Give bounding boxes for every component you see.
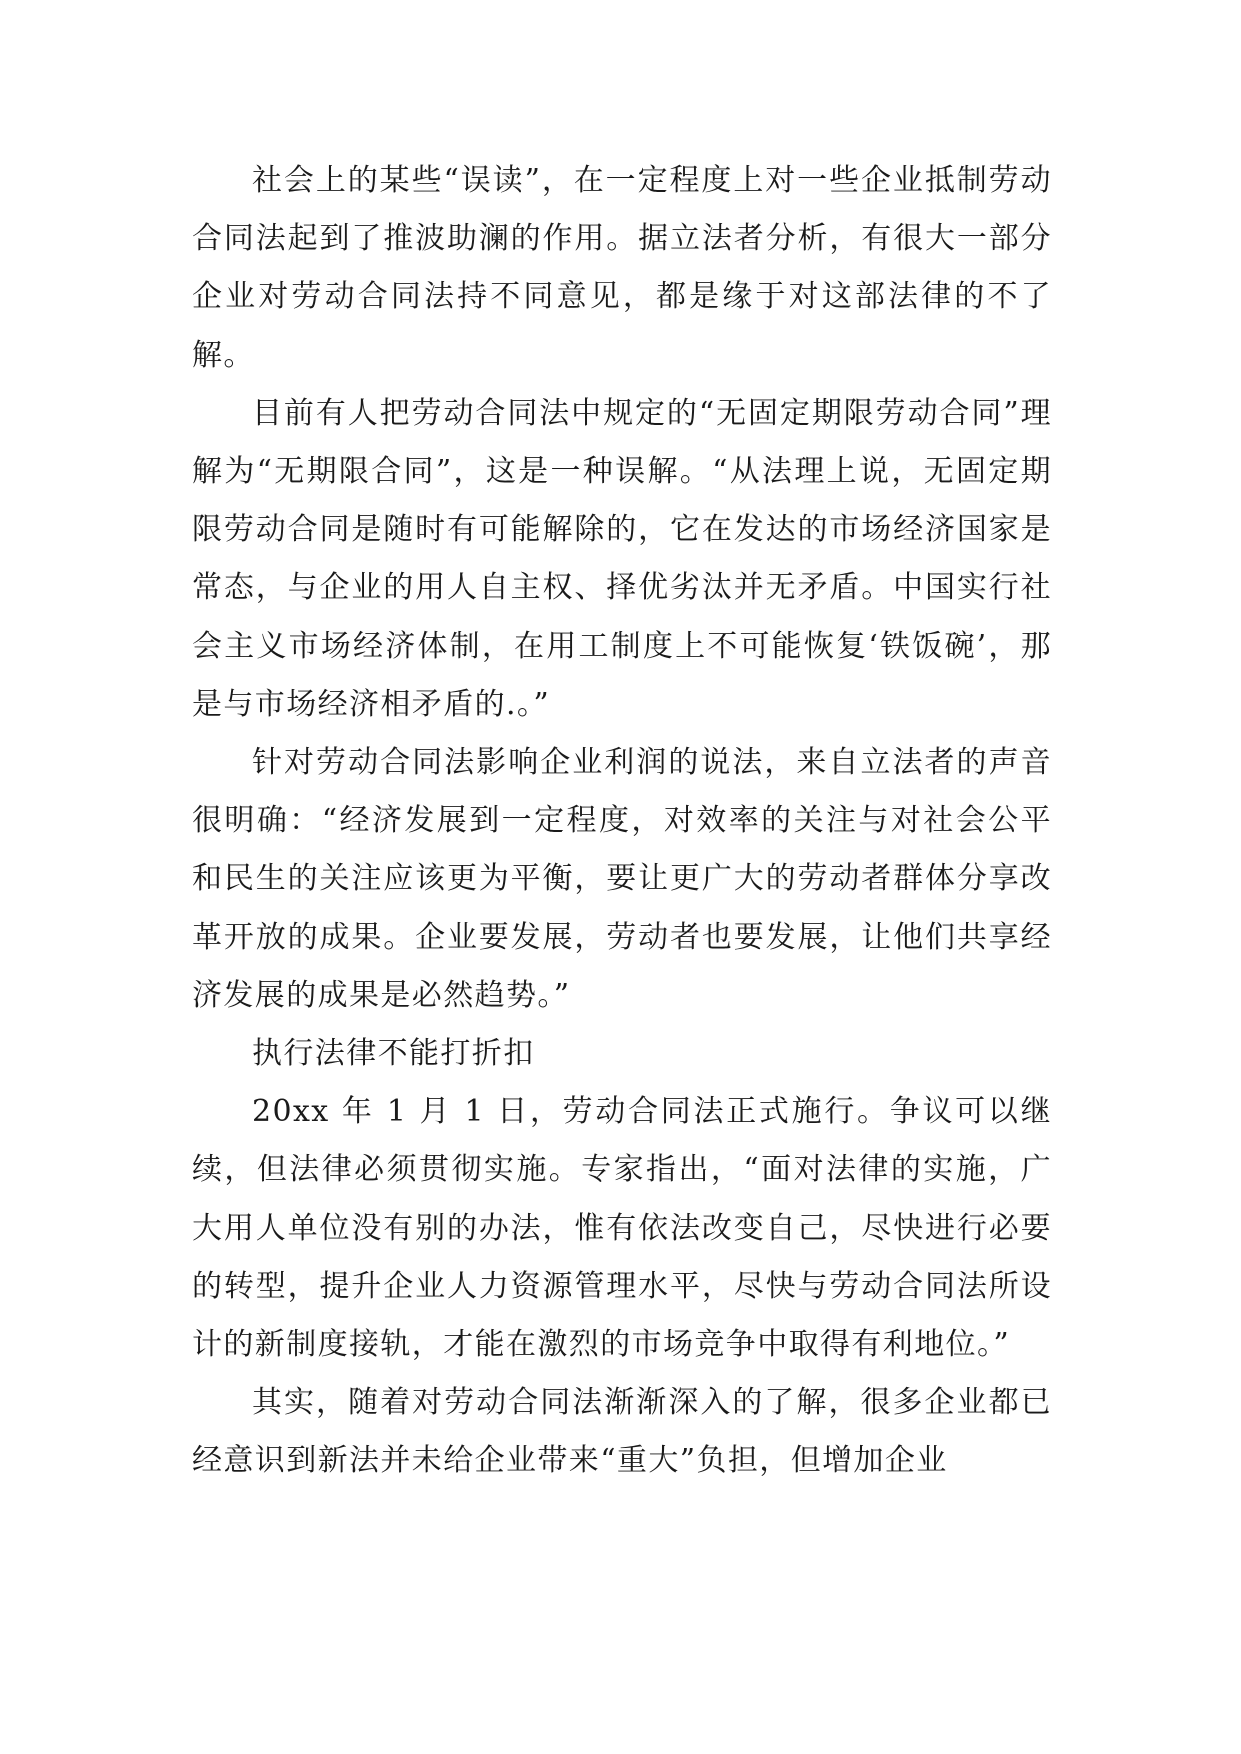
paragraph-law-enforcement: 20xx 年 1 月 1 日，劳动合同法正式施行。争议可以继续，但法律必须贯彻实施。专家指出，“面对法律的实施，广大用人单位没有别的办法，惟有依法改变自己，尽快进行必要的转型，提升企业人力资源管理水平，尽快与劳动合同法所设计的新制度接轨，才能在激烈的市场竞争中取得有利地位。” bbox=[192, 1094, 1052, 1363]
paragraph-enterprise-awareness: 其实，随着对劳动合同法渐渐深入的了解，很多企业都已经意识到新法并未给企业带来“重大”负担，但增加企业 bbox=[192, 1385, 1052, 1479]
paragraph-indefinite-contract: 目前有人把劳动合同法中规定的“无固定期限劳动合同”理解为“无期限合同”，这是一种误解。“从法理上说，无固定期限劳动合同是随时有可能解除的，它在发达的市场经济国家是常态，与企业的用人自主权、择优劣汰并无矛盾。中国实行社会主义市场经济体制，在用工制度上不可能恢复‘铁饭碗’，那是与市场经济相矛盾的.。” bbox=[192, 395, 1052, 722]
document-body bbox=[192, 152, 1052, 1491]
section-heading: 执行法律不能打折扣 bbox=[252, 1036, 535, 1072]
paragraph-misreading: 社会上的某些“误读”，在一定程度上对一些企业抵制劳动合同法起到了推波助澜的作用。据立法者分析，有很大一部分企业对劳动合同法持不同意见，都是缘于对这部法律的不了解。 bbox=[192, 163, 1052, 373]
paragraph-enterprise-profit: 针对劳动合同法影响企业利润的说法，来自立法者的声音很明确：“经济发展到一定程度，对效率的关注与对社会公平和民生的关注应该更为平衡，要让更广大的劳动者群体分享改革开放的成果。企业要发展，劳动者也要发展，让他们共享经济发展的成果是必然趋势。” bbox=[192, 745, 1052, 1013]
